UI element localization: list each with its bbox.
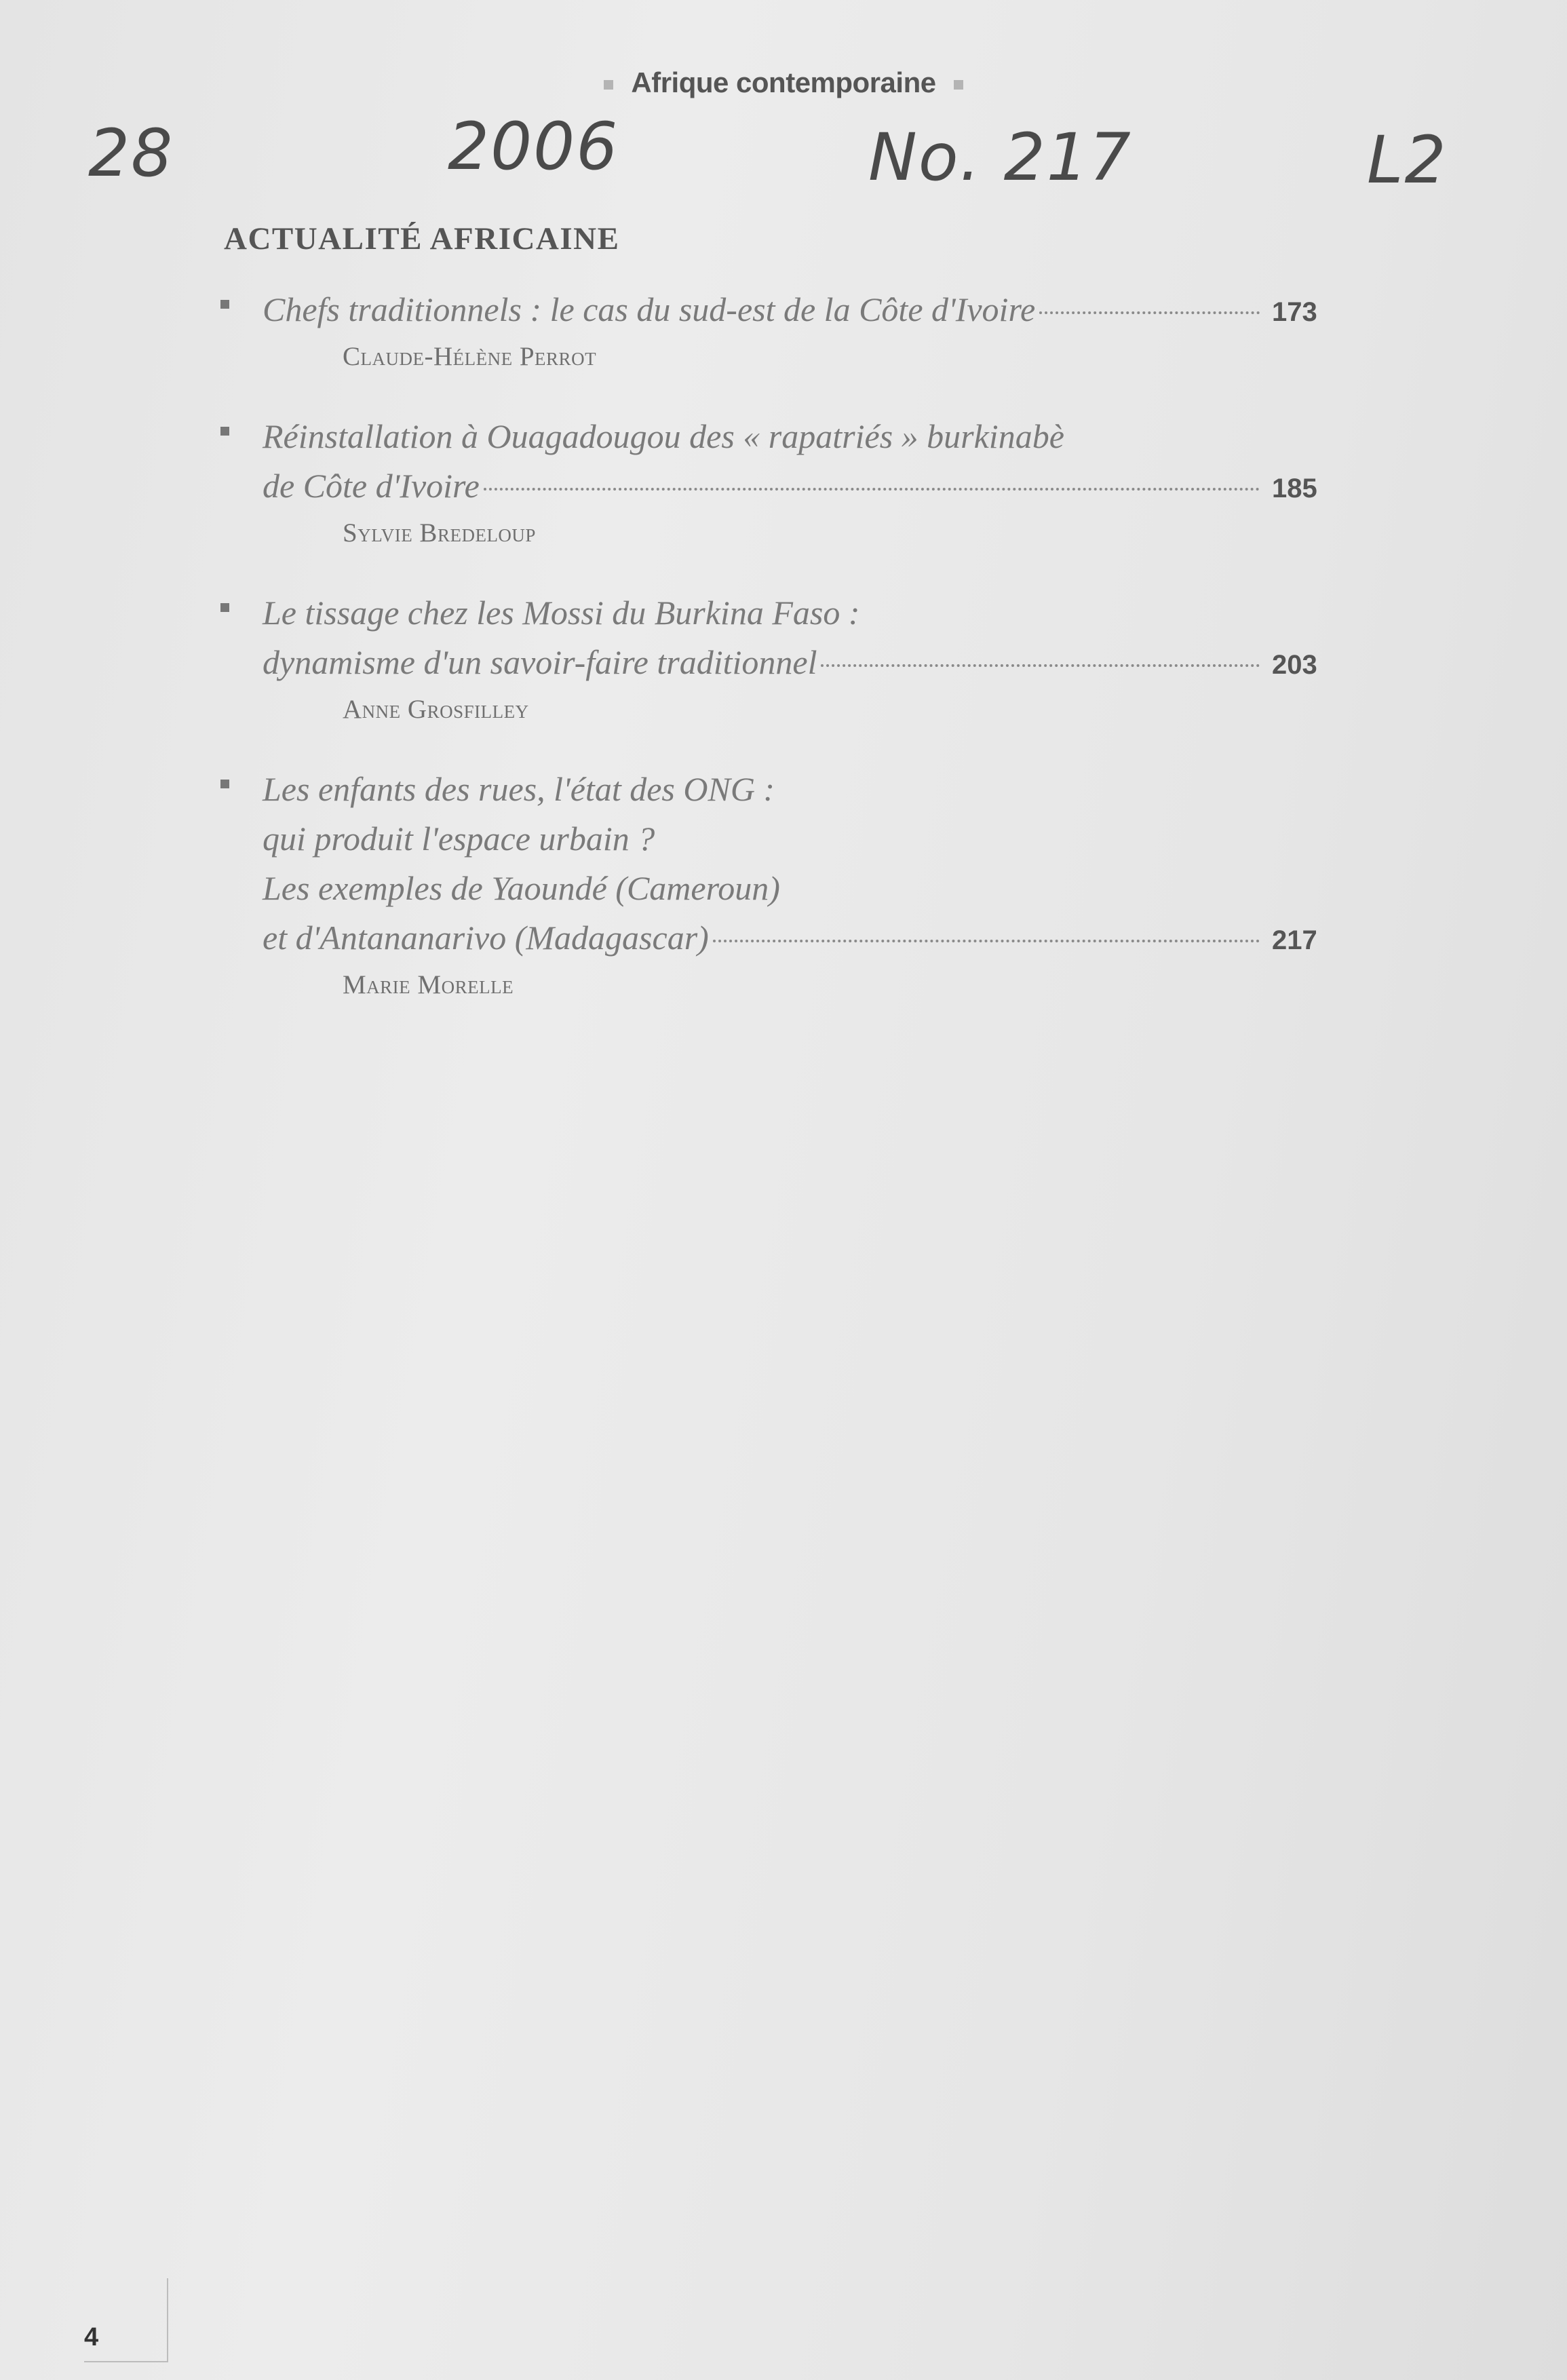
toc-title-text: de Côte d'Ivoire — [263, 467, 480, 505]
toc-page-number: 185 — [1272, 474, 1317, 503]
running-head-text: Afrique contemporaine — [631, 66, 936, 98]
toc-author: Anne Grosfilley — [343, 695, 529, 724]
toc-title-text: qui produit l'espace urbain ? — [263, 820, 655, 858]
toc-page-number: 217 — [1272, 925, 1317, 955]
bullet-square-icon — [220, 300, 229, 309]
toc-entry[interactable] — [220, 765, 1340, 1005]
toc-title-text: et d'Antananarivo (Madagascar) — [263, 919, 709, 957]
bullet-square-icon — [220, 427, 229, 436]
toc-title-line — [263, 913, 1340, 965]
toc-page-number: 203 — [1272, 650, 1317, 680]
toc-title-line — [263, 765, 1340, 814]
toc-entry[interactable] — [220, 412, 1340, 553]
toc-author: Marie Morelle — [343, 970, 514, 999]
toc-title-text: Réinstallation à Ouagadougou des « rapatriés » burkinabè — [263, 417, 1064, 455]
toc-title-line — [263, 814, 1340, 864]
toc-title-line — [263, 638, 1340, 690]
handwritten-note: 28 — [88, 115, 174, 191]
toc-page-number: 173 — [1272, 297, 1317, 327]
toc-title-text: Chefs traditionnels : le cas du sud-est de la Côte d'Ivoire — [263, 290, 1036, 328]
handwritten-note: No. 217 — [868, 119, 1132, 195]
section-title: ACTUALITÉ AFRICAINE — [224, 221, 620, 256]
toc-author: Claude-Hélène Perrot — [343, 342, 597, 371]
toc-title-text: Les enfants des rues, l'état des ONG : — [263, 770, 775, 808]
toc-entry[interactable] — [220, 285, 1340, 377]
toc-title-line — [263, 285, 1340, 337]
toc-title-line — [263, 588, 1340, 638]
bullet-square-icon — [220, 603, 229, 612]
toc-entry[interactable] — [220, 588, 1340, 729]
page-folio: 4 — [84, 2323, 99, 2352]
toc-author: Sylvie Bredeloup — [343, 518, 536, 548]
toc-title-line — [263, 412, 1340, 461]
square-ornament-icon — [954, 80, 963, 90]
bullet-square-icon — [220, 780, 229, 788]
toc-title-text: Le tissage chez les Mossi du Burkina Faso : — [263, 594, 860, 632]
dot-leader — [821, 664, 1260, 667]
dot-leader — [1039, 311, 1260, 314]
folio-rule — [84, 2361, 167, 2362]
folio-rule — [167, 2278, 168, 2362]
table-of-contents — [220, 285, 1340, 1040]
handwritten-note: 2006 — [448, 109, 619, 185]
dot-leader — [713, 940, 1260, 942]
toc-title-text: dynamisme d'un savoir-faire traditionnel — [263, 643, 817, 681]
toc-title-line — [263, 864, 1340, 913]
handwritten-note: L2 — [1367, 122, 1448, 198]
square-ornament-icon — [604, 80, 613, 90]
toc-title-text: Les exemples de Yaoundé (Cameroun) — [263, 869, 780, 907]
dot-leader — [484, 488, 1260, 491]
running-head — [0, 66, 1567, 99]
toc-title-line — [263, 461, 1340, 514]
